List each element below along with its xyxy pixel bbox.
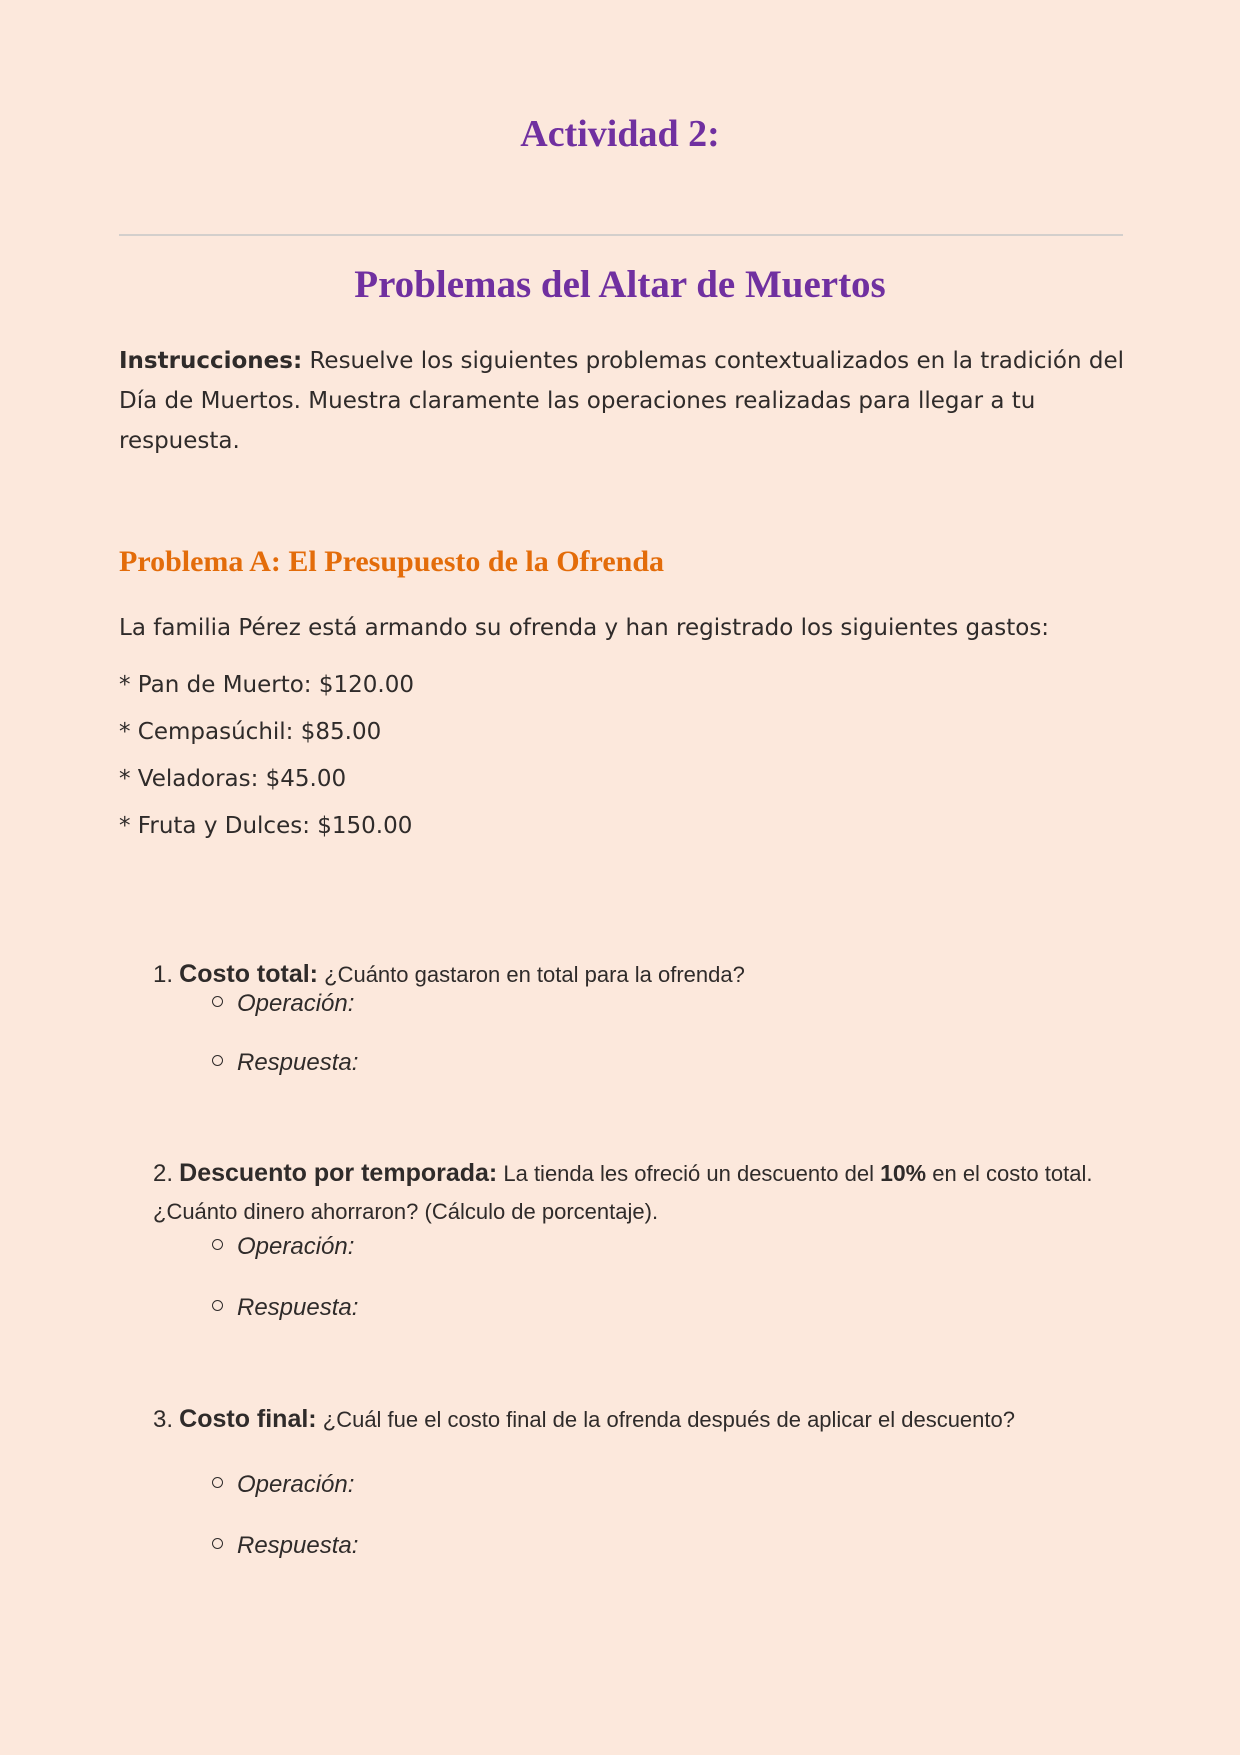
answer-field[interactable] [212, 1532, 358, 1560]
operation-field[interactable] [212, 1471, 354, 1499]
question-number: 3. [153, 1406, 174, 1433]
question-text: en el costo total. ¿Cuánto dinero ahorraron? (Cálculo de porcentaje). [153, 1161, 1093, 1224]
activity-title: Actividad 2: [520, 113, 720, 155]
instructions-label: Instrucciones: [119, 348, 303, 374]
instructions-text: Resuelve los siguientes problemas contextualizados en la tradición del Día de Muertos. Muestra claramente las operaciones realizadas para llegar a tu respuesta. [119, 348, 1124, 454]
operation-label: Operación: [237, 1471, 355, 1498]
question-2 [153, 1154, 1133, 1231]
answer-label: Respuesta: [237, 1049, 359, 1076]
operation-label: Operación: [237, 990, 355, 1017]
question-text: La tienda les ofreció un descuento del [497, 1161, 881, 1186]
answer-label: Respuesta: [237, 1294, 359, 1321]
instructions-paragraph [119, 341, 1129, 461]
question-label: Descuento por temporada: [179, 1159, 498, 1187]
problem-a-intro: La familia Pérez está armando su ofrenda y han registrado los siguientes gastos: [119, 615, 1050, 641]
expense-item: * Veladoras: $45.00 [119, 766, 347, 792]
answer-field[interactable] [212, 1294, 358, 1322]
circle-bullet-icon [212, 996, 223, 1007]
question-number: 1. [153, 961, 174, 988]
problem-a-heading: Problema A: El Presupuesto de la Ofrenda [119, 545, 665, 578]
operation-label: Operación: [237, 1233, 355, 1260]
expense-item: * Cempasúchil: $85.00 [119, 719, 382, 745]
discount-percent: 10% [880, 1160, 927, 1186]
question-text: ¿Cuál fue el costo final de la ofrenda después de aplicar el descuento? [316, 1407, 1015, 1432]
question-1 [153, 955, 1133, 994]
circle-bullet-icon [212, 1538, 223, 1549]
question-text: ¿Cuánto gastaron en total para la ofrenda? [318, 962, 745, 987]
circle-bullet-icon [212, 1477, 223, 1488]
answer-label: Respuesta: [237, 1532, 359, 1559]
question-number: 2. [153, 1160, 174, 1187]
expense-item: * Fruta y Dulces: $150.00 [119, 813, 413, 839]
operation-field[interactable] [212, 990, 354, 1018]
expense-item: * Pan de Muerto: $120.00 [119, 672, 414, 698]
circle-bullet-icon [212, 1055, 223, 1066]
circle-bullet-icon [212, 1239, 223, 1250]
question-3 [153, 1400, 1133, 1439]
main-title: Problemas del Altar de Muertos [354, 263, 886, 306]
answer-field[interactable] [212, 1049, 358, 1077]
horizontal-rule [119, 234, 1123, 236]
operation-field[interactable] [212, 1233, 354, 1261]
question-label: Costo final: [179, 1405, 317, 1433]
question-label: Costo total: [179, 960, 319, 988]
circle-bullet-icon [212, 1300, 223, 1311]
